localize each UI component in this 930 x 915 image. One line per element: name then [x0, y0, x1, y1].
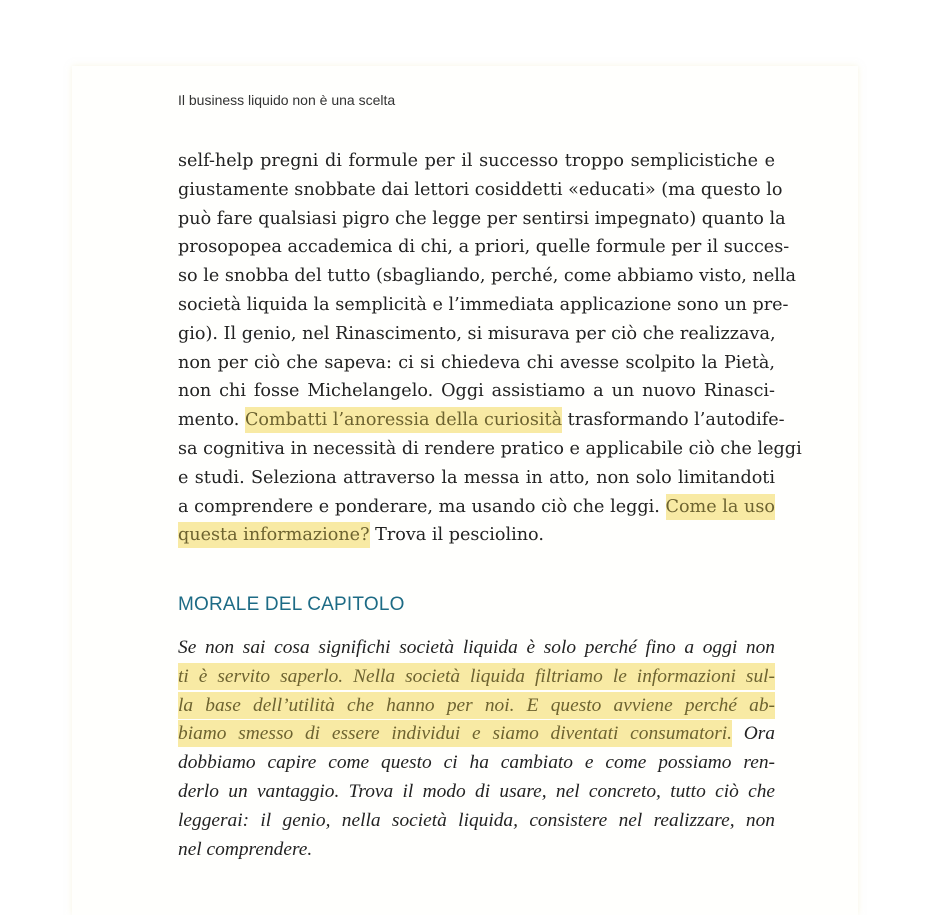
text-line	[178, 233, 790, 262]
text-line	[178, 377, 775, 406]
text-segment: trasformando l’autodife-	[562, 410, 785, 431]
highlighted-text[interactable]: ti è servito saperlo. Nella società liquida filtriamo le informazioni sul-	[178, 663, 775, 690]
text-line	[178, 291, 789, 320]
text-line	[178, 749, 775, 778]
text-line	[178, 663, 775, 692]
text-segment: Trova il pesciolino.	[369, 525, 544, 546]
text-line	[178, 406, 785, 435]
text-line	[178, 634, 775, 663]
text-line	[178, 778, 775, 807]
text-line	[178, 176, 783, 205]
highlighted-text[interactable]: Come la uso	[666, 494, 776, 520]
highlighted-text[interactable]: biamo smesso di essere individui e siamo diventati consumatori.	[178, 720, 732, 747]
text-line	[178, 692, 775, 721]
text-segment: dobbiamo capire come questo ci ha cambiato e come possiamo ren-	[178, 752, 775, 774]
text-segment: leggerai: il genio, nella società liquida, consistere nel realizzare, non	[178, 809, 775, 831]
moral-text	[178, 634, 775, 864]
text-line	[178, 836, 775, 865]
section-heading: MORALE DEL CAPITOLO	[178, 594, 405, 615]
text-line	[178, 521, 775, 550]
text-segment: Se non sai cosa significhi società liquida è solo perché fino a oggi non	[178, 637, 775, 658]
text-segment: non chi fosse Michelangelo. Oggi assistiamo a un nuovo Rinasci-	[178, 381, 775, 402]
text-segment: giustamente snobbate dai lettori cosiddetti «educati» (ma questo lo	[178, 179, 783, 200]
text-line	[178, 464, 775, 493]
text-segment: a comprendere e ponderare, ma usando ciò che leggi.	[178, 496, 666, 517]
highlighted-text[interactable]: questa informazione?	[178, 522, 370, 548]
text-segment: Ora	[731, 723, 776, 745]
text-line	[178, 807, 775, 836]
text-segment: so le snobba del tutto (sbagliando, perché, come abbiamo visto, nella	[178, 266, 796, 287]
text-segment: nel comprendere.	[178, 838, 313, 860]
text-segment: derlo un vantaggio. Trova il modo di usare, nel concreto, tutto ciò che	[178, 780, 775, 802]
text-line	[178, 320, 775, 349]
text-segment: prosopopea accademica di chi, a priori, quelle formule per il succes-	[178, 237, 790, 258]
text-line	[178, 262, 796, 291]
text-segment: non per ciò che sapeva: ci si chiedeva chi avesse scolpito la Pietà,	[178, 352, 775, 373]
running-head: Il business liquido non è una scelta	[178, 92, 396, 108]
text-segment: sa cognitiva in necessità di rendere pratico e applicabile ciò che leggi	[178, 438, 802, 459]
text-segment: mento.	[178, 410, 245, 431]
text-line	[178, 205, 786, 234]
text-line	[178, 147, 775, 176]
text-segment: self-help pregni di formule per il successo troppo semplicistiche e	[178, 151, 775, 171]
text-segment: società liquida la semplicità e l’immediata applicazione sono un pre-	[178, 294, 789, 315]
highlighted-text[interactable]: la base dell’utilità che hanno per noi. E questo avviene perché ab-	[178, 692, 775, 719]
text-line	[178, 493, 775, 522]
text-segment: gio). Il genio, nel Rinascimento, si misurava per ciò che realizzava,	[178, 323, 776, 344]
text-line	[178, 720, 775, 749]
text-line	[178, 435, 802, 464]
text-line	[178, 349, 775, 378]
highlighted-text[interactable]: Combatti l’anoressia della curiosità	[245, 407, 562, 433]
text-segment: può fare qualsiasi pigro che legge per sentirsi impegnato) quanto la	[178, 208, 786, 229]
body-text	[178, 147, 802, 550]
text-segment: e studi. Seleziona attraverso la messa in atto, non solo limitandoti	[178, 467, 775, 488]
